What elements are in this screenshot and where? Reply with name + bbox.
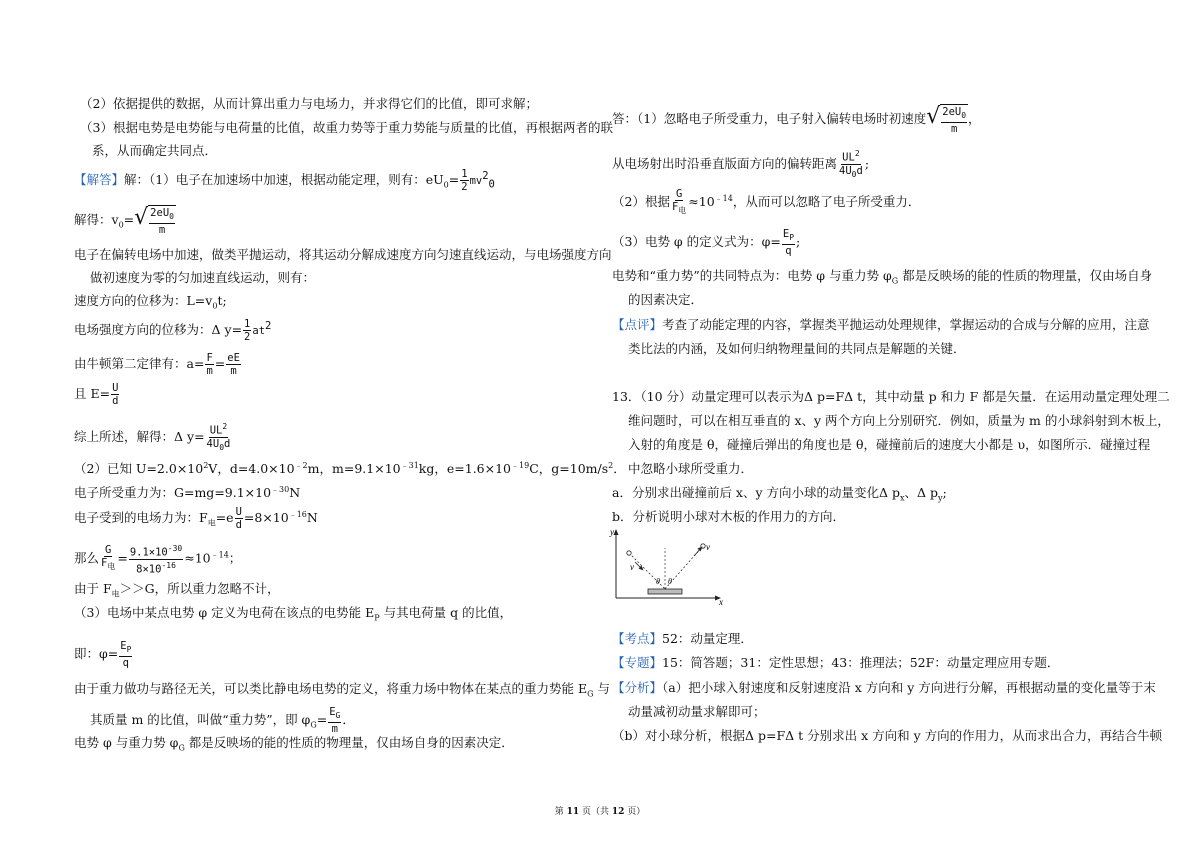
text: 解：（1）电子在加速场中加速，根据动能定理，则有：eU	[124, 172, 444, 188]
text: 速度方向的位移为：L=v	[74, 293, 213, 308]
text-line: （2）依据提供的数据，从而计算出重力与电场力，并求得它们的比值，即可求解；	[80, 96, 538, 111]
analysis-tag: 【分析】	[612, 680, 663, 695]
text: 其质量 m 的比值，叫做“重力势”，即 φ	[90, 712, 311, 728]
text-line: 电势 φ 与重力势 $\varphi_G$ 都是反映场的能的性质的物理量，仅由场自身的因素决定．	[74, 735, 514, 753]
text-line: 电子所受重力为：$G=mg=9.1\times 10^{﹣30}N$	[74, 485, 301, 501]
total-pages: 12	[611, 807, 625, 817]
text-line: 维问题时，可以在相互垂直的 x、y 两个方向上分别研究．例如，质量为 m 的小球斜射到木板上，	[628, 413, 1170, 428]
footer-text: 页（共	[579, 807, 612, 817]
text-line: 电子在偏转电场中加速，做类平抛运动，将其运动分解成速度方向匀速直线运动，与电场强度方向	[74, 247, 612, 262]
text: 由牛顿第二定律有：a=	[74, 356, 205, 371]
keypoint-line	[612, 631, 753, 647]
text-line: （3）电场中某点电势 φ 定义为电荷在该点的电势能 $E_P$ 与其电荷量 q 的比值，	[74, 605, 513, 623]
data-line: （2）已知 $U=2.0\times 10^2V$，$d=4.0\times 10^{﹣2}m$，$m=9.1\times 10^{﹣31}kg$，$e=1.6\times 10^{﹣19}C$，$g=10m/s^2$．	[74, 461, 626, 477]
text: （3）电势 φ 的定义式为：φ=	[612, 234, 781, 250]
formula-line: （2）根据 $\frac{G}{F_电}$ $\approx 10^{﹣14}$，从而可以忽略了电子所受重力．	[612, 188, 921, 216]
text: 综上所述，解得：Δ y=	[74, 428, 205, 444]
fraction: $\frac{1}{2}$	[461, 168, 468, 194]
comment-line	[612, 317, 1150, 333]
x-axis-label: x	[719, 597, 723, 606]
text: 电场强度方向的位移为：Δ y=	[74, 322, 243, 338]
text-line: 做初速度为零的匀加速直线运动，则有：	[90, 270, 316, 285]
ball-incident	[627, 551, 631, 555]
text: 52：动量定理．	[662, 631, 753, 646]
text: （2）根据	[612, 194, 670, 210]
page-number: 11	[566, 807, 580, 817]
footer-text: 页）	[624, 807, 646, 817]
text: 答：（1）忽略电子所受重力，电子射入偏转电场时初速度	[612, 111, 927, 127]
formula-line: 其质量 m 的比值，叫做“重力势”，即 $\varphi_G=$ $\frac{E_G}{m}$ ．	[90, 706, 355, 736]
text: 从电场射出时沿垂直版面方向的偏转距离	[612, 155, 838, 171]
text-line: 速度方向的位移为：$L=v_0t$;	[74, 293, 227, 311]
text-line: 的因素决定．	[628, 292, 704, 307]
text: a．分别求出碰撞前后 x、y 方向小球的动量变化Δ p	[612, 485, 901, 500]
topic-tag: 【专题】	[612, 655, 663, 670]
text-line: （b）对小球分析，根据Δ p=FΔ t 分别求出 x 方向和 y 方向的作用力，从而求出合力，再结合牛顿	[612, 728, 1163, 743]
comment-tag: 【点评】	[612, 317, 663, 332]
text: （a）把小球入射速度和反射速度沿 x 方向和 y 方向进行分解，再根据动量的变化量等于末	[662, 680, 1156, 695]
solution-line: 【解答】解：（1）电子在加速场中加速，根据动能定理，则有：$eU_0=$ $\frac{1}{2}$ $mv^2_0$	[74, 168, 495, 194]
formula-line: 电子受到的电场力为：$F_电=e$ $\frac{U}{d}$ $=8\times 10^{﹣16}N$	[74, 506, 318, 531]
y-arrow	[614, 529, 619, 535]
sqrt-formula: √ $\frac{2eU_0}{m}$	[134, 205, 174, 237]
text: 解得：v	[74, 212, 119, 228]
text: 即：φ=	[74, 646, 119, 662]
formula-line: 电场强度方向的位移为：Δ y= $\frac{1}{2}$ $at^2$	[74, 318, 272, 344]
text: （2）已知 U=2.0×10	[74, 461, 204, 477]
text: 且 E=	[74, 386, 111, 401]
text: 电子受到的电场力为：F	[74, 510, 208, 525]
text: 电势和“重力势”的共同特点为：电势 φ 与重力势 φ	[612, 268, 892, 283]
wooden-board	[648, 589, 682, 594]
text-line: a．分别求出碰撞前后 x、y 方向小球的动量变化Δ $p_x$、Δ $p_y$;	[612, 485, 947, 503]
text-line: 系，从而确定共同点．	[92, 143, 218, 158]
keypoint-tag: 【考点】	[612, 631, 663, 646]
formula-line: 那么 $\frac{G}{F_电}$ = $\frac{9.1\times 10^{-30}}{8\times 10^{-16}}$ $\approx 10^{﹣14}$；	[74, 544, 242, 575]
angle-label-in: θ	[656, 577, 660, 586]
text: 由于 F	[74, 581, 112, 596]
y-axis-label: y	[610, 527, 614, 537]
formula-line: 答：（1）忽略电子所受重力，电子射入偏转电场时初速度 √ $\frac{2eU_0}{m}$ ，	[612, 104, 981, 136]
subscript: 0	[443, 180, 449, 190]
text: 那么	[74, 550, 100, 566]
formula-line: 即：φ= $\frac{E_P}{q}$	[74, 640, 132, 670]
formula-line: 从电场射出时沿垂直版面方向的偏转距离 $\frac{UL^2}{4U_0d}$ ;	[612, 149, 870, 179]
formula-line: 由牛顿第二定律有：a= $\frac{F}{m}$ = $\frac{eE}{m}$	[74, 352, 240, 377]
analysis-line	[612, 680, 1156, 696]
velocity-label-in: v	[630, 562, 634, 572]
text-line: 中忽略小球所受重力．	[628, 461, 754, 476]
text-line: 动量减初动量求解即可；	[628, 704, 766, 719]
velocity-label-out: v	[706, 542, 710, 552]
footer-text: 第	[554, 807, 567, 817]
formula-line: 且 E= $\frac{U}{d}$	[74, 382, 119, 407]
text-line: 电势和“重力势”的共同特点为：电势 φ 与重力势 $\varphi_G$ 都是反映场的能的性质的物理量，仅由场自身	[612, 268, 1153, 286]
formula-line: 解得：$v_0=$ √ $\frac{2eU_0}{m}$	[74, 205, 174, 237]
angle-label-out: θ	[668, 577, 672, 586]
formula-line: 综上所述，解得：Δ y= $\frac{UL^2}{4U_0d}$	[74, 422, 231, 452]
text-line: 由于 $F_电>>G$，所以重力忽略不计，	[74, 581, 280, 599]
text-line: 由于重力做功与路径无关，可以类比静电场电势的定义，将重力场中物体在某点的重力势能 $E_G$ 与	[74, 681, 610, 699]
text-line: （3）根据电势是电势能与电荷量的比值，故重力势等于重力势能与质量的比值，再根据两者的联	[80, 120, 613, 135]
text-line: 类比法的内涵，及如何归纳物理量间的共同点是解题的关键．	[628, 341, 966, 356]
text: 电子所受重力为：G=mg=9.1×10	[74, 485, 272, 501]
text: 15：简答题；31：定性思想；43：推理法；52F：动量定理应用专题．	[662, 655, 1060, 670]
text-line: b．分析说明小球对木板的作用力的方向．	[612, 509, 846, 524]
text: 由于重力做功与路径无关，可以类比静电场电势的定义，将重力场中物体在某点的重力势能 E	[74, 681, 588, 696]
answer-tag: 【解答】	[74, 172, 125, 188]
collision-diagram	[608, 526, 728, 606]
question-line: 13．（10 分）动量定理可以表示为Δ p=FΔ t，其中动量 p 和力 F 都是矢量．在运用动量定理处理二	[612, 389, 1170, 404]
text: （3）电场中某点电势 φ 定义为电荷在该点的电势能 E	[74, 605, 375, 620]
text-line: 入射的角度是 θ，碰撞后弹出的角度也是 θ，碰撞前后的速度大小都是 υ，如图所示．碰撞过程	[628, 437, 1151, 452]
text: 考查了动能定理的内容，掌握类平抛运动处理规律，掌握运动的合成与分解的应用，注意	[662, 317, 1150, 332]
topic-line	[612, 655, 1059, 671]
page-footer	[0, 804, 1200, 817]
formula-line: （3）电势 φ 的定义式为：φ= $\frac{E_P}{q}$ ;	[612, 228, 801, 258]
text: 电势 φ 与重力势 φ	[74, 735, 179, 750]
